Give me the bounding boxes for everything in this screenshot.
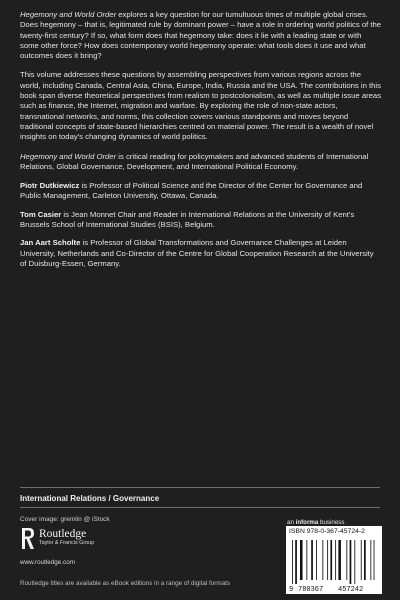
editor-name: Piotr Dutkiewicz [20,181,80,191]
editor-bio [20,210,382,231]
barcode-bar [354,540,355,584]
divider-top [20,487,380,488]
isbn-barcode [286,526,382,594]
barcode-bar [316,540,317,580]
barcode-bar [306,540,307,580]
barcode-digits-right: 457242 [338,586,364,594]
barcode-bar [374,540,375,580]
publisher-name: Routledge [39,528,87,540]
barcode-bar [335,540,336,580]
barcode-bar [311,540,313,580]
informa-prefix: an [287,519,296,526]
editor-bio [20,238,382,269]
barcode-bar [322,540,323,580]
barcode-bar [346,540,347,580]
barcode-bar [370,540,371,580]
barcode-bar [295,540,297,584]
informa-brand: informa [295,519,319,526]
intro-book-title: Hegemony and World Order [20,10,117,19]
editor-name: Jan Aart Scholte [20,238,81,248]
barcode-bar [361,540,362,580]
blurb-text [20,10,382,277]
barcode-bar [327,540,328,580]
informa-suffix: business [318,519,345,526]
intro-paragraph [20,10,382,61]
editor-bio [20,181,382,202]
informa-tagline [287,519,344,526]
intro-text: explores a key question for our tumultuous times of multiple global crises. Does hegemony – that is, legitimated rule by dominant power – have a role in ordering world politics of the twenty-first century? If so, what form does that hegemony take: does it lie with a leading state or with some other force? How does contemporary world hegemony operate: what tools does it use and what outcomes does it bring? [20,10,382,61]
editor-bio-text: is Professor of Political Science and the Director of the Center for Governance and Public Management, Carleton University, Ottawa, Canada. [20,181,363,201]
barcode-bar [292,540,293,584]
barcode-bar [330,540,332,580]
barcode-bar [338,540,341,580]
cover-credit: Cover image: gremlin @ iStock [20,516,110,523]
barcode-bar [364,540,366,580]
publisher-website[interactable]: www.routledge.com [20,559,75,566]
barcode-bar [350,540,352,584]
barcode-digit-lead: 9 [289,586,294,594]
publisher-group: Taylor & Francis Group [39,540,95,546]
editor-bio-text: is Professor of Global Transformations and Governance Challenges at Leiden University, Netherlands and Co-Director of the Centre for Global Cooperation Research at the University of Duisburg-Essen, Germany. [20,238,374,268]
subject-category: International Relations / Governance [20,494,160,503]
isbn-label: ISBN 978-0-367-45724-2 [289,528,365,535]
editor-name: Tom Casier [20,209,62,219]
audience-text: is critical reading for policymakers and advanced students of International Relations, Global Governance, Development, and International Political Economy. [20,151,369,171]
barcode-graphic [286,538,382,594]
publisher-logo [20,527,120,551]
barcode-bar [300,540,303,580]
divider-bottom [20,507,380,508]
editor-bio-text: is Jean Monnet Chair and Reader in International Relations at the University of Kent's Brussels School of International Studies (BSIS), Belgium. [20,209,355,230]
body-paragraph: This volume addresses these questions by assembling perspectives from various regions across the world, including Canada, Central Asia, China, Europe, India, Russia and the USA. The contributions in this book span diverse theoretical perspectives from realism to postcolonialism, as well as multiple issue areas such as finance, the Internet, migration and warfare. By exploring the role of non-state actors, transnational networks, and norms, this collection covers various standpoints and moves beyond traditional concepts of state-based hierarchies centred on material power. The result is a wealth of novel insights on today's changing dynamics of world politics. [20,70,382,142]
audience-book-title: Hegemony and World Order [20,151,117,161]
ebook-availability-note: Routledge titles are available as eBook editions in a range of digital formats [20,580,231,587]
barcode-digits-left: 780367 [298,586,324,594]
routledge-r-logo-icon [20,527,35,551]
audience-paragraph [20,152,382,173]
